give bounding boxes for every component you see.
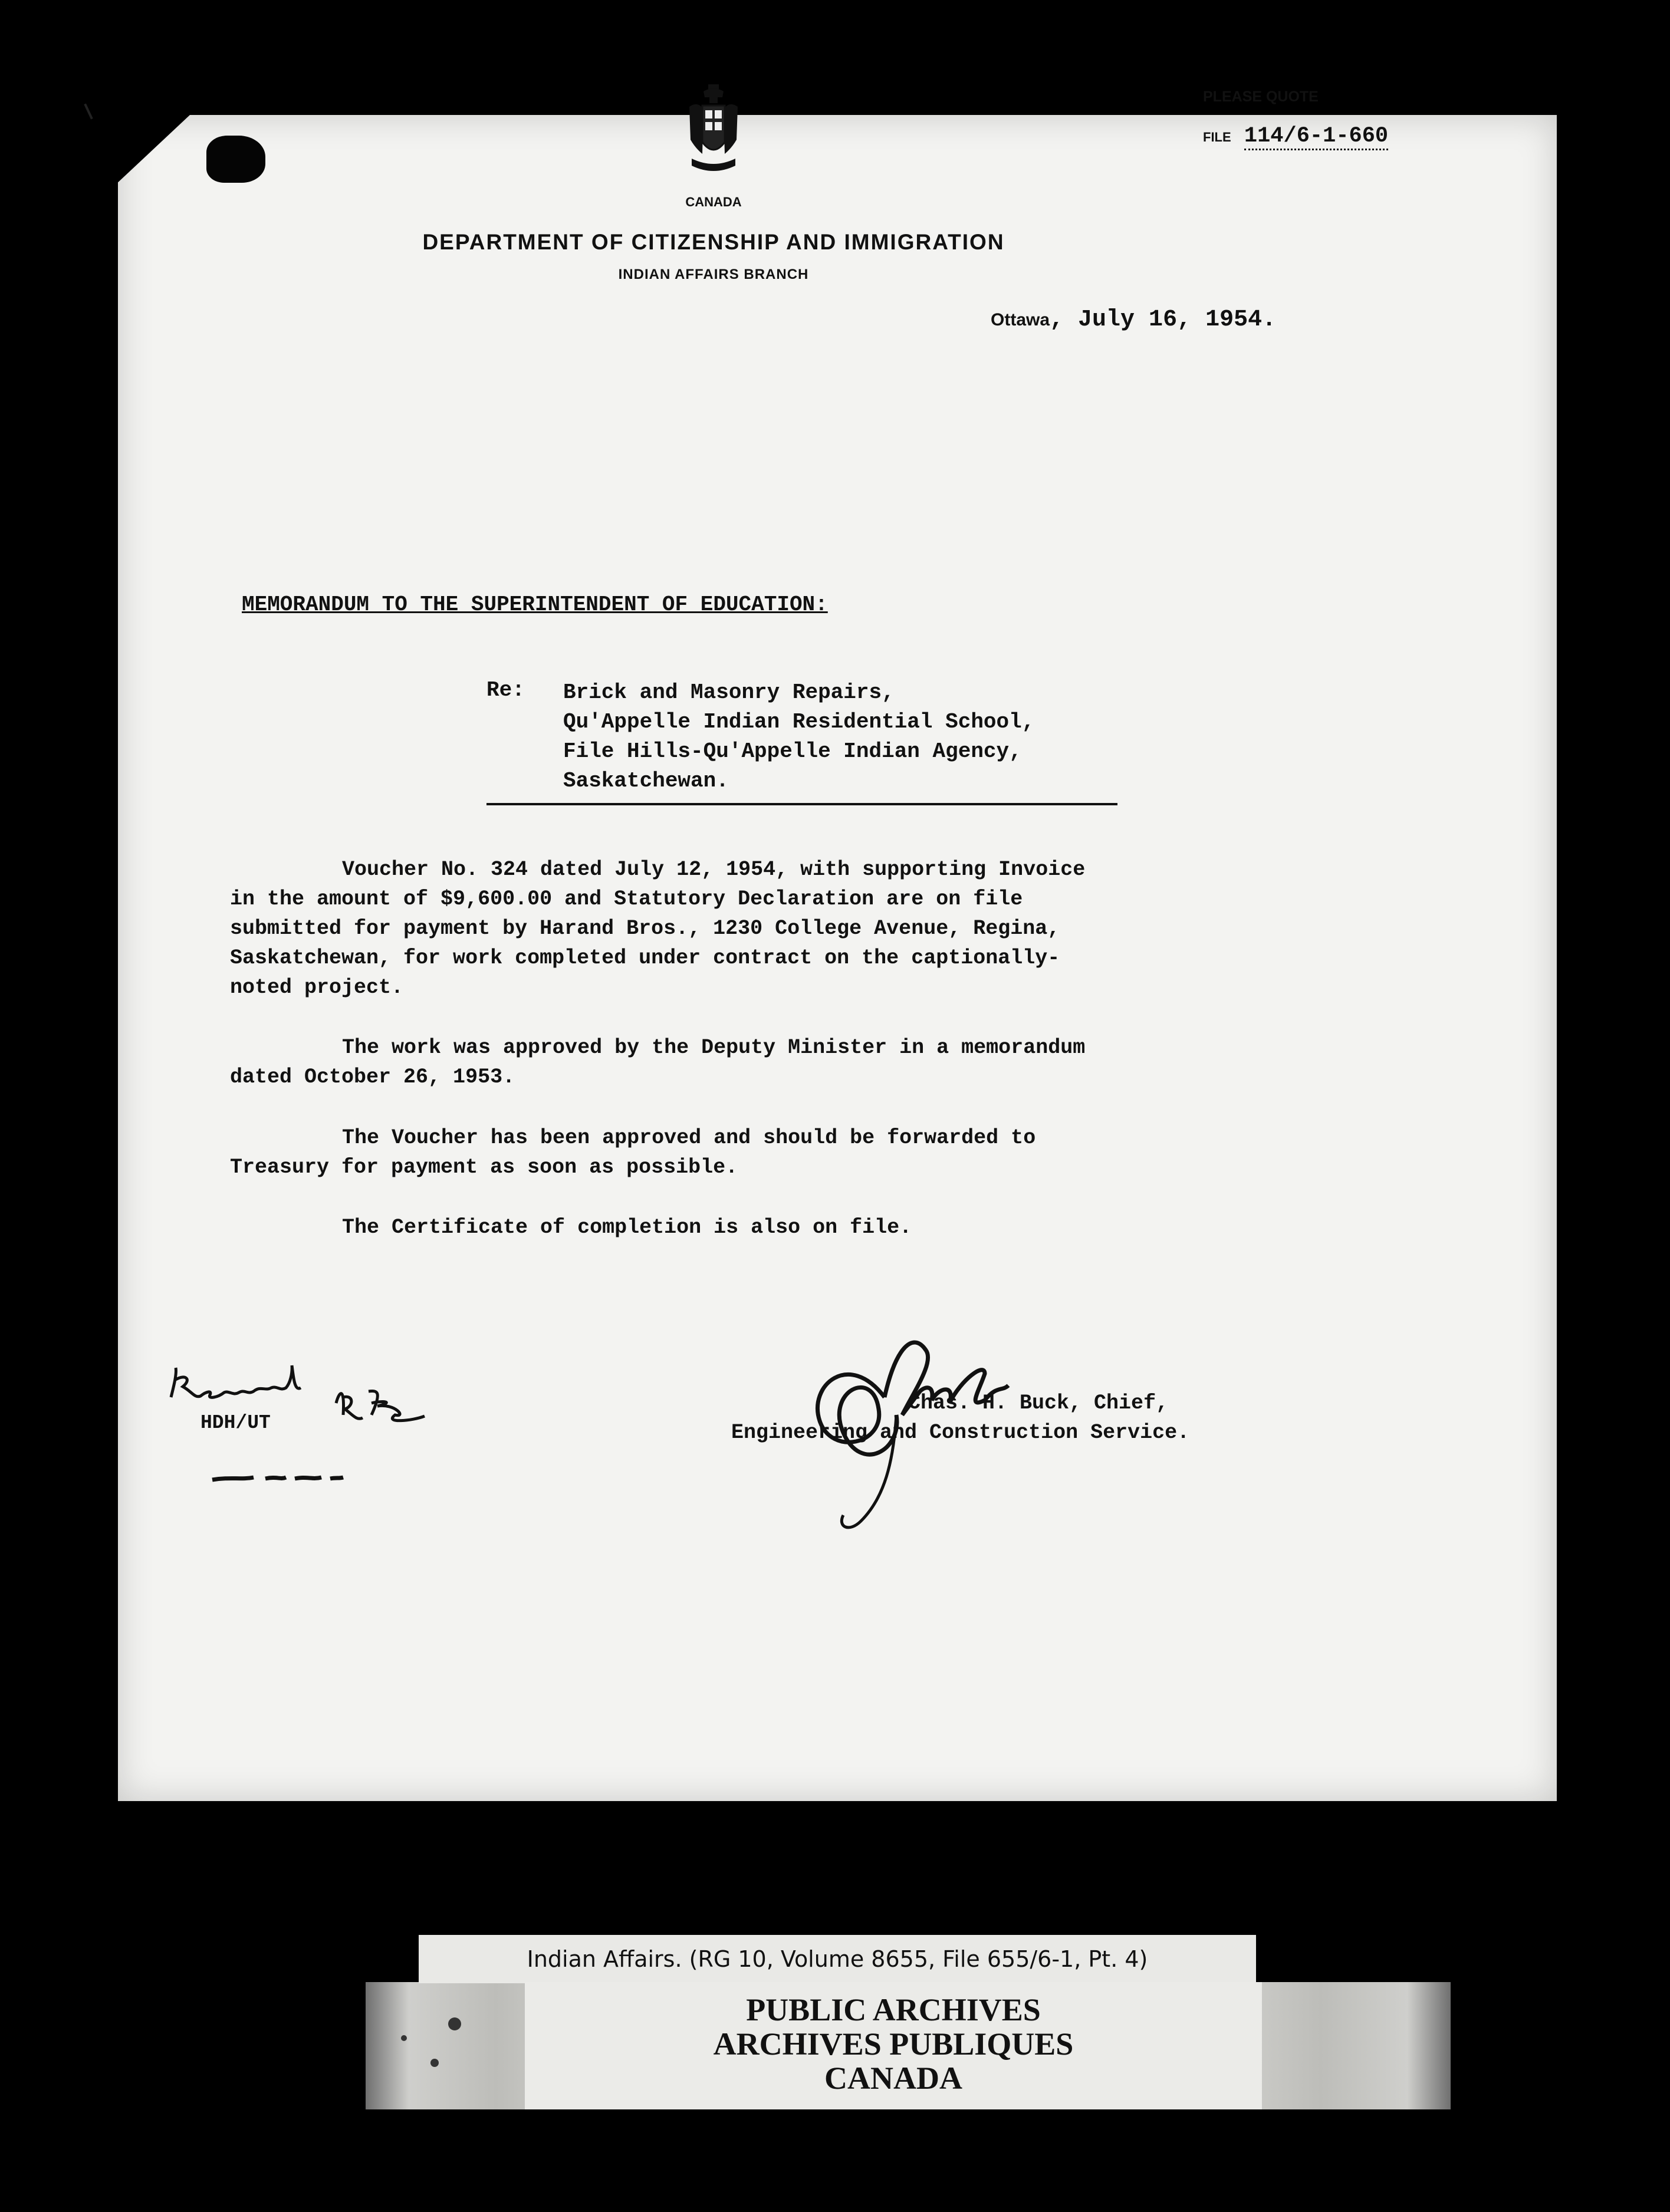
department-name: DEPARTMENT OF CITIZENSHIP AND IMMIGRATION: [422, 230, 1005, 254]
re-label: Re:: [486, 678, 525, 702]
file-number: 114/6-1-660: [1244, 124, 1388, 150]
archive-reference-label: Indian Affairs. (RG 10, Volume 8655, File 655/6-1, Pt. 4): [419, 1935, 1256, 1983]
paragraph-line: [230, 1213, 1380, 1242]
subject-line: Brick and Masonry Repairs,: [563, 680, 895, 705]
paragraph-line: Treasury for payment as soon as possible.: [230, 1156, 738, 1179]
paragraph-line-text: Voucher No. 324 dated July 12, 1954, with supporting Invoice: [342, 858, 1086, 881]
paragraph-line-text: The Certificate of completion is also on file.: [342, 1216, 912, 1239]
paragraph-line: in the amount of $9,600.00 and Statutory Declaration are on file: [230, 887, 1023, 911]
file-label: FILE: [1203, 130, 1231, 144]
paragraph-line: [230, 1123, 1380, 1153]
paragraph-line-text: The work was approved by the Deputy Minister in a memorandum: [342, 1036, 1086, 1059]
subject-line: File Hills-Qu'Appelle Indian Agency,: [563, 739, 1022, 763]
subject-line: Qu'Appelle Indian Residential School,: [563, 710, 1035, 734]
paragraph-line-text: The Voucher has been approved and should be forwarded to: [342, 1126, 1036, 1150]
memo-heading: MEMORANDUM TO THE SUPERINTENDENT OF EDUCATION:: [242, 592, 828, 617]
tape-spot: [401, 2035, 407, 2041]
pen-mark: [84, 103, 93, 119]
file-reference: [1203, 124, 1388, 149]
crest-label: CANADA: [685, 195, 742, 209]
please-quote-label: PLEASE QUOTE: [1203, 88, 1319, 105]
signatory-block: [731, 1388, 1189, 1447]
body-paragraph-treasury: [230, 1123, 1380, 1182]
tape-spot: [430, 2059, 439, 2067]
subject-underline: [486, 803, 1117, 805]
subject-line: Saskatchewan.: [563, 769, 729, 793]
typist-initials: HDH/UT: [200, 1412, 271, 1434]
paragraph-line: Saskatchewan, for work completed under contract on the captionally-: [230, 946, 1060, 970]
body-paragraph-certificate: [230, 1213, 1380, 1242]
punch-hole: [206, 136, 265, 183]
body-paragraph-voucher: [230, 855, 1380, 1002]
stamp-line: CANADA: [824, 2060, 962, 2096]
letter-date: , July 16, 1954.: [1050, 307, 1277, 333]
city-date-line: [991, 307, 1276, 333]
paragraph-line: dated October 26, 1953.: [230, 1065, 515, 1089]
coat-of-arms-icon: [686, 83, 741, 177]
city: Ottawa: [991, 310, 1050, 330]
tape-spot: [448, 2017, 461, 2030]
signatory-title: Engineering and Construction Service.: [731, 1421, 1190, 1444]
paragraph-line: [230, 1033, 1380, 1062]
stamp-line: PUBLIC ARCHIVES: [746, 1992, 1041, 2027]
branch-name: INDIAN AFFAIRS BRANCH: [618, 266, 809, 282]
body-paragraph-approval: [230, 1033, 1380, 1092]
paragraph-line: noted project.: [230, 976, 404, 999]
paragraph-line: [230, 855, 1380, 884]
paragraph-line: submitted for payment by Harand Bros., 1230 College Avenue, Regina,: [230, 917, 1060, 940]
handwritten-recorded-note-icon: [159, 1362, 430, 1527]
archive-stamp: [525, 1982, 1262, 2109]
stamp-line: ARCHIVES PUBLIQUES: [713, 2026, 1074, 2062]
signatory-name: Chas. H. Buck, Chief,: [908, 1391, 1169, 1415]
subject-block: [563, 678, 1034, 796]
